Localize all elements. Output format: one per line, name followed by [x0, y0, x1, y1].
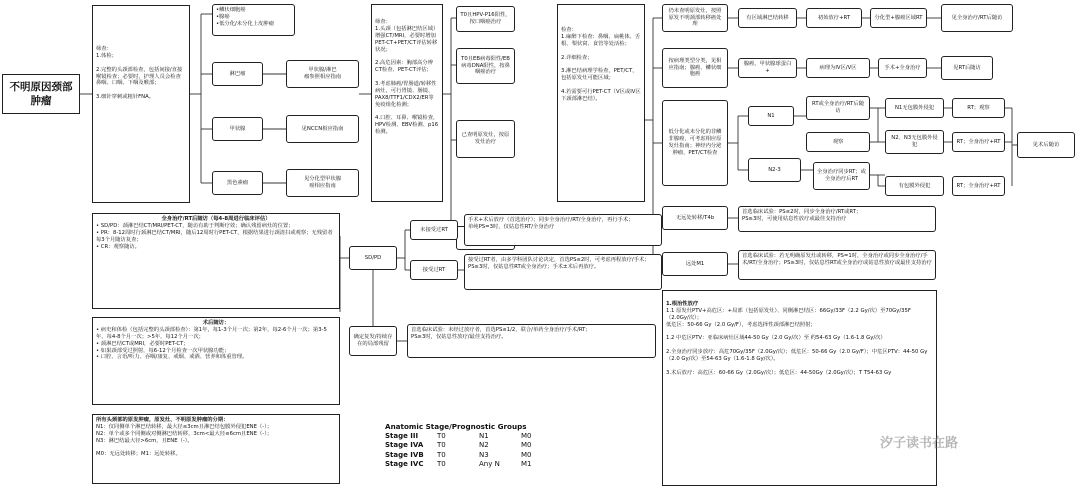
stage-row: Stage IVA T0 N2 M0: [385, 441, 532, 450]
thyroid-guideline-box: 见分化型甲状腺 癌相应指南: [286, 169, 359, 197]
n1-rt-box: RT或全身治疗/RT后随访: [806, 96, 870, 120]
recurrence-treatment: 首选临床试验：未经过放疗者，首选PS≤1/2，联合/单药全身治疗/手术/RT； PS≥3时，仅姑息性放疗/最佳支持治疗。: [407, 324, 656, 358]
top-result-b: 初始放疗+RT: [806, 8, 862, 28]
lymphoma-box: 淋巴瘤: [212, 62, 263, 86]
n23-stage-box: N2-3: [748, 158, 801, 182]
n1-observe-box: 观察: [806, 132, 870, 152]
diagram-title: 不明原因颈部 肿瘤: [2, 74, 80, 114]
no-prior-rt-box: 未接受过RT: [410, 220, 458, 240]
top-result-a: 有区域淋巴结转移: [738, 8, 797, 28]
ebv-box: T0且EB病毒阳性/EB病毒DNA阳性，按鼻咽癌治疗: [456, 48, 515, 84]
row2-a: 腺癌，甲状腺球蛋白+: [738, 58, 797, 78]
postop-followup-detail-box: [92, 317, 340, 405]
n23-concurrent-box: 全身治疗同步RT；或全身治疗后RT: [813, 162, 870, 190]
prior-rt-box: 接受过RT: [410, 260, 458, 280]
radiotherapy-title: 1.根治性放疗: [666, 301, 699, 307]
stage-row: Stage IVC T0 Any N M1: [385, 460, 532, 469]
t4b-treatment-box: 首选临床试验：PS≤2时，同步全身治疗/RT或RT； PS≥3时，可使用姑息性放疗或最佳支持治疗: [738, 206, 936, 232]
prior-rt-treatment: 接受过RT者，由多学科团队讨论决定，首选PS≤2时，可考虑再程放疗/手术； PS≥3时，仅姑息性RT或全身治疗；手术±术后再放疗。: [464, 254, 662, 290]
initial-workup-box: 筛查： 1.体检； 2.完整的头颈部检查，包括间接/直接喉镜检查；必要时，护理人员会检查鼻咽、口咽、下咽及喉部； 3.细针穿刺或粗针FNA。: [92, 5, 190, 203]
stage-groups-table: [385, 422, 565, 469]
row2-d: 见RT后随访: [941, 56, 993, 80]
staging-notes-title: 所有头颈部的原发肿瘤，原发灶、不明原发肿瘤的分期：: [96, 417, 229, 423]
stage-groups-title: Anatomic Stage/Prognostic Groups: [385, 422, 527, 431]
recurrence-box: 确定复发/持续存在的局部残留: [349, 326, 397, 356]
thyroid-box: 甲状腺: [212, 117, 263, 141]
staging-notes-box: [92, 414, 340, 484]
primary-found-box: 已查明原发灶，按原发灶治疗: [456, 120, 515, 158]
nccn-guideline-box: 见NCCN相应指南: [286, 115, 359, 143]
n2n3-no-ene-box: N2、N3无包膜外侵犯: [885, 130, 944, 154]
lymphoma-guideline-box: 甲状腺/淋巴 瘤参照相应指南: [286, 60, 359, 88]
row2-b: 病理为IV区/V区: [806, 58, 870, 78]
pathology-type-box: 按病理类型分类，见相应指南；腺癌、鳞状细胞癌: [662, 48, 728, 88]
radiotherapy-box: [662, 290, 937, 486]
stage-row: Stage III T0 N1 M0: [385, 431, 532, 440]
sd-pd-box: SD/PD: [349, 246, 397, 270]
stage-row: Stage IVB T0 N3 M0: [385, 450, 532, 459]
row2-c: 手术+全身治疗: [878, 58, 927, 78]
m1-box: 远处M1: [662, 252, 728, 276]
top-result-c: 分化型+腺癌区域RT: [870, 8, 927, 28]
m1-treatment-box: 首选临床试验：若无明确原发灶或转移，PS=1时，全身治疗或同步全身治疗/手术/RT/全身治疗；PS≥3时，仅姑息性RT或全身治疗或姑息性放疗或最佳支持治疗: [738, 250, 936, 280]
watermark: 汐子读书在路: [880, 436, 959, 451]
imaging-workup-box: 筛查： 1.头颈（包括淋巴结区域）增强CT/MRI，必要时增加PET-CT+PET/CT评估转移状况； 2.高危因素：胸部高分辨CT检查、PET-CT评估； 3.考虑肺癌/胃肠道/转移性病灶，可行胃镜、肠镜、PAX8/TTF1/CDX2/ER等免疫组化检测； 4.口腔、耳鼻、喉镜检查，HPV检测、EBV检测、p16检测。: [371, 4, 443, 202]
n1-stage-box: N1: [748, 106, 794, 126]
n23-ene-result: RT；全身治疗+RT: [952, 176, 1005, 196]
hpv-box: T0且HPV-P16阳性，按口咽癌治疗: [456, 6, 515, 32]
systemic-followup-title: 全身治疗/RT后随访（每4-8周进行临床评估）: [161, 216, 271, 222]
postop-followup-box: 见术后随访: [1017, 132, 1075, 158]
postop-followup-title: 术后随访：: [202, 320, 230, 326]
systemic-followup-box: [92, 213, 340, 309]
t4b-box: 无远处转移/T4b: [662, 206, 728, 230]
poorly-differentiated-box: 低分化或未分化的非鳞非腺癌，可考虑相应原发灶指南；神经内分泌肿瘤、PET/CT检查: [662, 100, 728, 186]
no-prior-rt-treatment: 手术+术后放疗（首选治疗）；同步全身治疗/RT/全身治疗，再行手术； 单纯PS=3时，仅姑息性RT/全身治疗: [464, 214, 662, 246]
melanoma-box: 黑色素瘤: [212, 171, 263, 195]
n2n3-no-ene-result: RT；全身治疗+RT: [952, 132, 1005, 152]
top-result-d: 见全身治疗/RT后随访: [941, 4, 1013, 32]
systemic-followup-text: • SD/PD：颈淋巴结CT/MRI/PET-CT，随访有助于判断疗效；确认残留病灶的位置； • PR：8-12周时行颈淋巴结CT/MRI，随后12周时行PET-CT，根据结果进行颈清扫或观察；无残留者每3个月随访复查； • CR：观察随访。: [96, 222, 333, 250]
postop-followup-text: • 病史和体检（包括完整的头颈部检查）：第1年，每1-3个月一次；第2年，每2-6个月一次；第3-5年，每4-8个月一次；>5年，每12个月一次； • 颈淋巴结CT或MRI，必要时PET-CT； • 如果颈部受过照射，每6-12个月检查一次甲状腺功能； • 口腔、言语/听力、吞咽/康复、戒烟、戒酒、营养和体重管理。: [96, 326, 327, 361]
exam-under-anesthesia-box: 检查： 1.麻醉下检查：鼻咽、扁桃体、舌根、梨状窝、食管等处活检； 2.详细检查； 3.淋巴结病理学检查，PET/CT，包括原发灶可能区域； 4.若需要可行PET-CT（V区或IV区下颈部淋巴结）。: [557, 4, 645, 202]
radiotherapy-text: 1.1 原发灶PTV+高危区：+局部（包括原发灶）、同侧淋巴结区：66Gy/33F（2.2 Gy/次）至70Gy/35F（2.0Gy/次）； 低危区：50-66 Gy（2.0 Gy/F），考虑选择性颈部淋巴结照射； 1.2 中危区PTV：亚临床病灶区域44-50 Gy（2.0 Gy/次）至 约54-63 Gy（1.6-1.8 Gy/次） 2.全身治疗同步放疗：高危70Gy/35F（2.0Gy/次）；低危区：50-66 Gy（2.0 Gy/F）；中危区PTV：44-50 Gy（2.0 Gy/次）至54-63 Gy（1.6-1.8 Gy/次）。 3.术后放疗：高危区：60-66 Gy（2.0Gy/次）；低危区：44-50Gy（2.0Gy/次）；T T54-63 Gy: [666, 307, 928, 376]
pathology-box: •鳞状细胞癌 •腺癌 •低分化/未分化上皮肿瘤: [212, 4, 295, 36]
n1-no-ene-result: RT；观察: [952, 98, 1005, 118]
n23-ene-box: 有包膜外侵犯: [885, 176, 944, 196]
staging-notes-text: N1：仅同侧单个淋巴结转移，最大径≤3cm且淋巴结包膜外侵犯ENE（-）； N2：单个或多个同侧或对侧淋巴结转移，3cm<最大径≤6cm且ENE（-）； N3：淋巴结最大径>6cm，且ENE（-）。 M0：无远处转移；M1：远处转移。: [96, 423, 273, 458]
n1-no-ene-box: N1无包膜外侵犯: [885, 98, 944, 118]
no-primary-box: 仍未查明原发灶，按照原发不明颈部转移癌处理: [662, 4, 728, 32]
